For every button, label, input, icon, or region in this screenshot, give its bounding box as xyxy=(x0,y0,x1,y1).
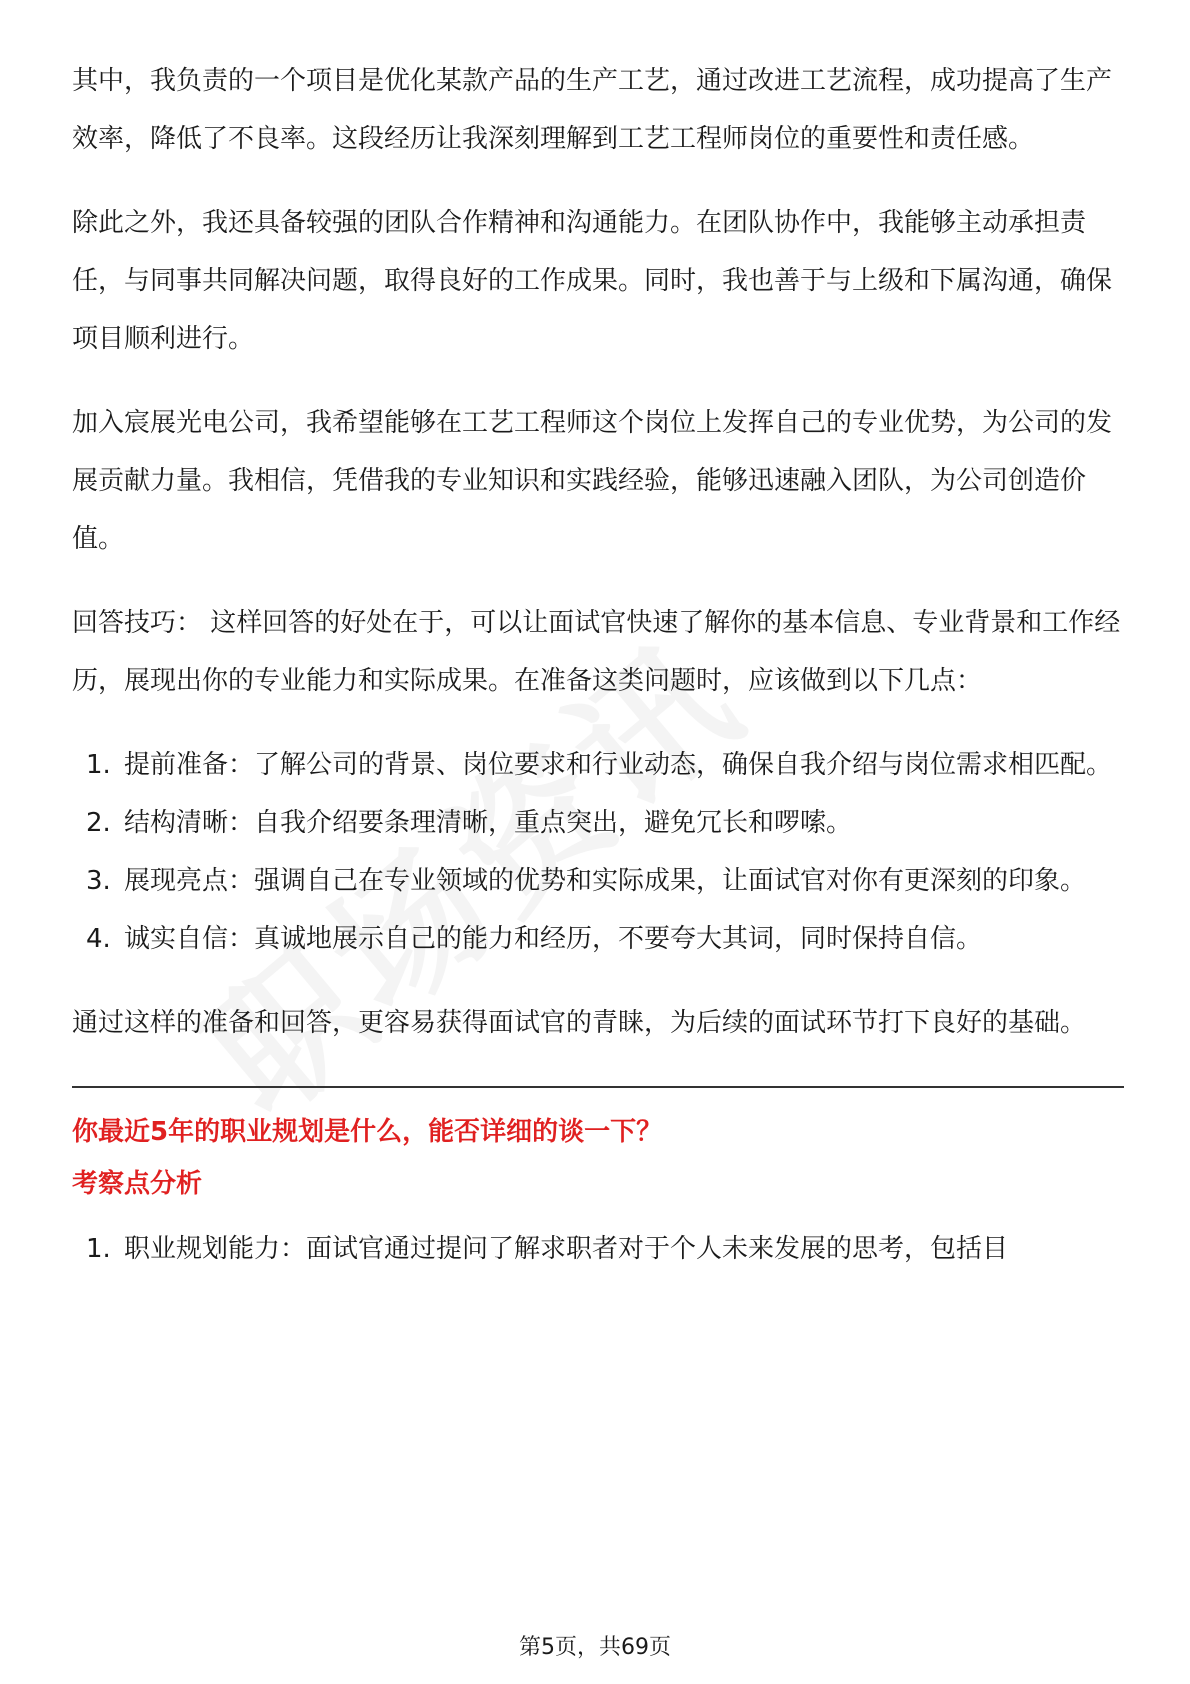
page-footer: 第5页，共69页 xyxy=(519,1635,671,1660)
list-item xyxy=(72,736,1124,794)
paragraph-answer-tips: 回答技巧： 这样回答的好处在于，可以让面试官快速了解你的基本信息、专业背景和工作经历，展现出你的专业能力和实际成果。在准备这类问题时，应该做到以下几点： xyxy=(72,608,1121,696)
analysis-heading: 考察点分析 xyxy=(72,1169,203,1199)
list-text: 结构清晰：自我介绍要条理清晰，重点突出，避免冗长和啰嗦。 xyxy=(124,808,853,838)
list-text: 诚实自信：真诚地展示自己的能力和经历，不要夸大其词，同时保持自信。 xyxy=(124,924,983,954)
list-item xyxy=(72,794,1124,852)
list-item xyxy=(72,1220,1124,1278)
list-number: 1. xyxy=(86,1234,111,1264)
paragraph-project: 其中，我负责的一个项目是优化某款产品的生产工艺，通过改进工艺流程，成功提高了生产效率，降低了不良率。这段经历让我深刻理解到工艺工程师岗位的重要性和责任感。 xyxy=(72,66,1113,154)
analysis-list xyxy=(72,1220,1124,1278)
list-text: 展现亮点：强调自己在专业领域的优势和实际成果，让面试官对你有更深刻的印象。 xyxy=(124,866,1087,896)
list-text: 提前准备：了解公司的背景、岗位要求和行业动态，确保自我介绍与岗位需求相匹配。 xyxy=(124,750,1113,780)
list-number: 4. xyxy=(86,924,111,954)
section-divider xyxy=(72,1086,1124,1088)
document-page xyxy=(72,52,1124,1304)
paragraph-closing: 通过这样的准备和回答，更容易获得面试官的青睐，为后续的面试环节打下良好的基础。 xyxy=(72,1008,1087,1038)
paragraph-join-company: 加入宸展光电公司，我希望能够在工艺工程师这个岗位上发挥自己的专业优势，为公司的发展贡献力量。我相信，凭借我的专业知识和实践经验，能够迅速融入团队，为公司创造价值。 xyxy=(72,408,1113,554)
paragraph-teamwork: 除此之外，我还具备较强的团队合作精神和沟通能力。在团队协作中，我能够主动承担责任，与同事共同解决问题，取得良好的工作成果。同时，我也善于与上级和下属沟通，确保项目顺利进行。 xyxy=(72,208,1113,354)
list-text: 职业规划能力：面试官通过提问了解求职者对于个人未来发展的思考，包括目 xyxy=(124,1234,1009,1264)
list-number: 3. xyxy=(86,866,111,896)
list-number: 1. xyxy=(86,750,111,780)
tips-list xyxy=(72,736,1124,968)
question-title: 你最近5年的职业规划是什么，能否详细的谈一下？ xyxy=(72,1117,663,1147)
list-number: 2. xyxy=(86,808,111,838)
list-item xyxy=(72,910,1124,968)
list-item xyxy=(72,852,1124,910)
